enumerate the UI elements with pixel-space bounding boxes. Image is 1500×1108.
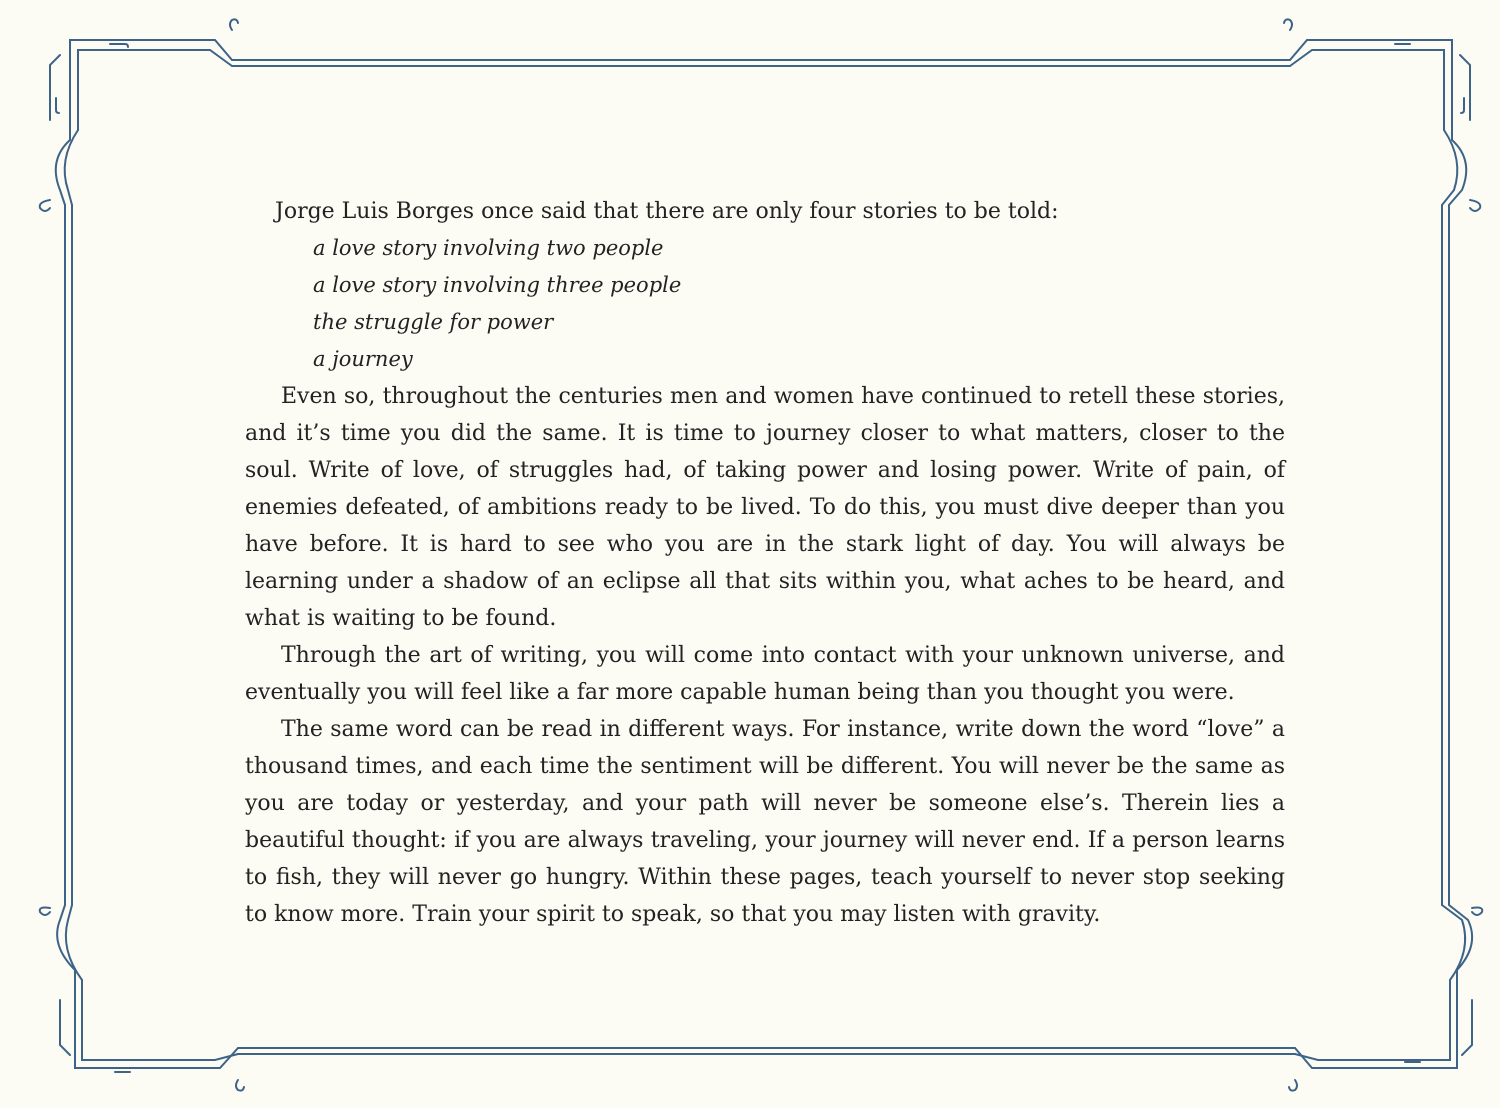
story-item: the struggle for power [313, 310, 554, 334]
paragraph: Through the art of writing, you will come into contact with your unknown universe, and eventually you will feel like a far more capable human being than you thought you were. [245, 643, 1285, 705]
story-list [245, 230, 1285, 378]
intro-line: Jorge Luis Borges once said that there are only four stories to be told: [275, 199, 1059, 224]
paragraph: Even so, throughout the centuries men and women have continued to retell these stories, and it’s time you did the same. It is time to journey closer to what matters, closer to the soul. Write of love, of struggles had, of taking power and losing power. Write of pain, of enemies defeated, of ambitions ready to be lived. To do this, you must dive deeper than you have before. It is hard to see who you are in the stark light of day. You will always be learning under a shadow of an eclipse all that sits within you, what aches to be heard, and what is waiting to be found. [245, 384, 1285, 631]
story-item: a love story involving two people [313, 236, 664, 260]
story-item: a journey [313, 347, 413, 371]
paragraph: The same word can be read in different ways. For instance, write down the word “love” a thousand times, and each time the sentiment will be different. You will never be the same as you are today or yesterday, and your path will never be someone else’s. Therein lies a beautiful thought: if you are always traveling, your journey will never end. If a person learns to fish, they will never go hungry. Within these pages, teach yourself to never stop seeking to know more. Train your spirit to speak, so that you may listen with gravity. [245, 717, 1285, 927]
body-text [245, 193, 1285, 933]
story-item: a love story involving three people [313, 273, 682, 297]
